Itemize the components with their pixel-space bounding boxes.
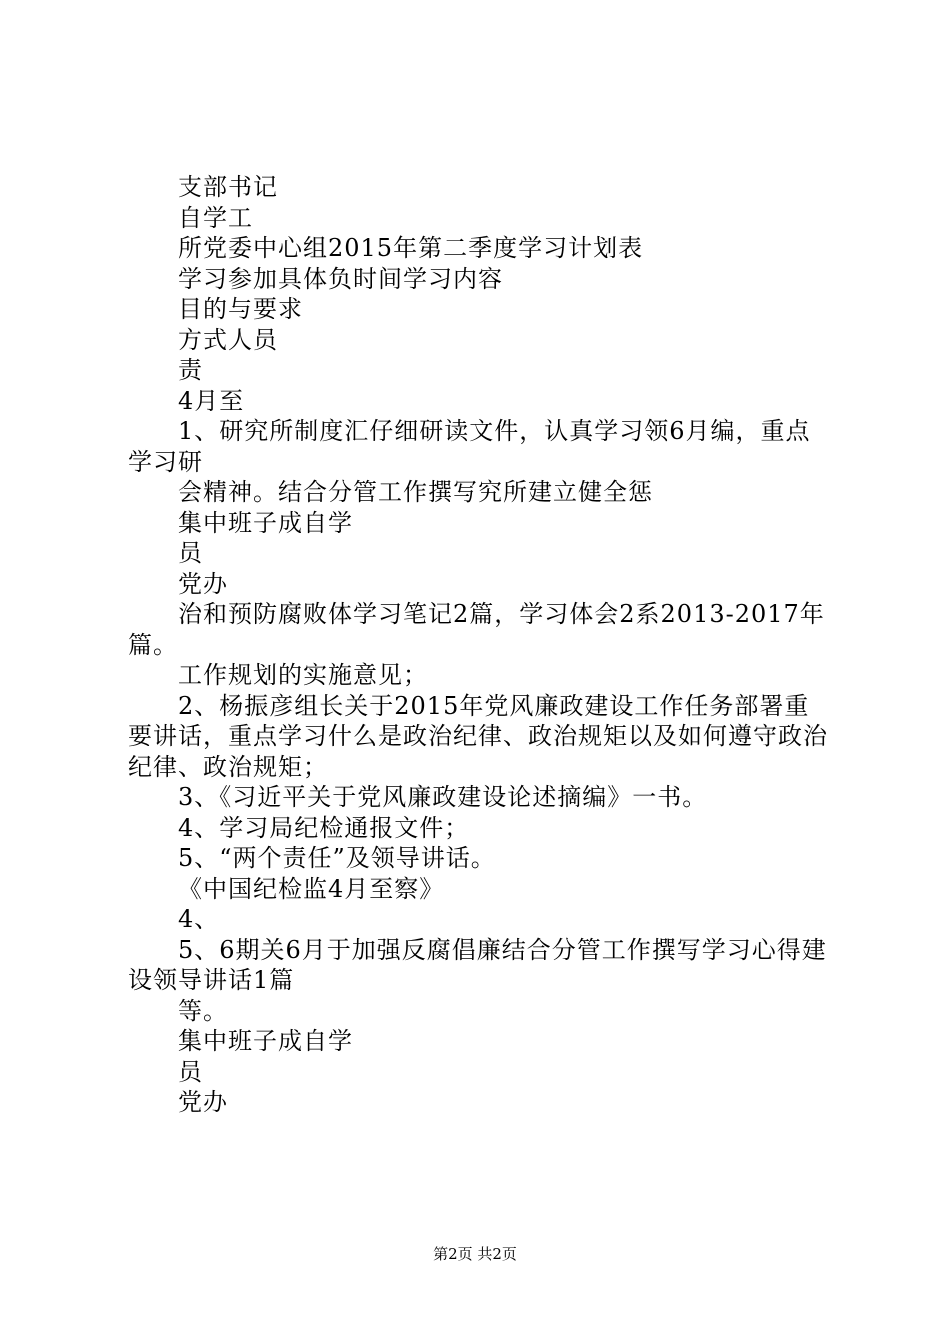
paragraph: 目的与要求 (178, 295, 303, 323)
paragraph: 方式人员 (178, 325, 278, 354)
paragraph: 员 (178, 1057, 203, 1086)
paragraph: 4月至 (178, 386, 245, 415)
paragraph: 集中班子成自学 (178, 508, 353, 537)
paragraph: 集中班子成自学 (178, 1027, 353, 1055)
paragraph: 工作规划的实施意见； (178, 661, 428, 689)
paragraph: 4、学习局纪检通报文件； (178, 813, 470, 842)
paragraph: 会精神。结合分管工作撰写究所建立健全惩 (178, 478, 653, 506)
paragraph: 3、《习近平关于党风廉政建设论述摘编》一书。 (178, 783, 708, 811)
paragraph: 学习参加具体负时间学习内容 (178, 264, 503, 293)
document-body (128, 172, 834, 1118)
paragraph: 治和预防腐败体学习笔记2篇，学习体会2系2013-2017年篇。 (128, 600, 825, 659)
paragraph: 责 (178, 356, 203, 384)
paragraph: 《中国纪检监4月至察》 (178, 874, 445, 903)
paragraph: 等。 (178, 996, 228, 1025)
page-number: 第2页 共2页 (433, 1245, 517, 1263)
paragraph: 党办 (178, 569, 228, 598)
paragraph: 员 (178, 539, 203, 567)
paragraph: 自学工 (178, 203, 253, 232)
paragraph: 5、“两个责任”及领导讲话。 (178, 844, 496, 872)
paragraph: 党办 (178, 1088, 228, 1116)
paragraph: 5、6期关6月于加强反腐倡廉结合分管工作撰写学习心得建设领导讲话1篇 (128, 935, 827, 994)
paragraph: 1、研究所制度汇仔细研读文件，认真学习领6月编，重点学习研 (128, 417, 811, 476)
paragraph: 所党委中心组2015年第二季度学习计划表 (178, 234, 644, 262)
page-footer (0, 1244, 950, 1264)
paragraph: 2、杨振彦组长关于2015年党风廉政建设工作任务部署重要讲话，重点学习什么是政治纪律、政治规矩以及如何遵守政治纪律、政治规矩； (128, 691, 828, 781)
paragraph: 4、 (178, 905, 220, 933)
paragraph: 支部书记 (178, 173, 278, 201)
